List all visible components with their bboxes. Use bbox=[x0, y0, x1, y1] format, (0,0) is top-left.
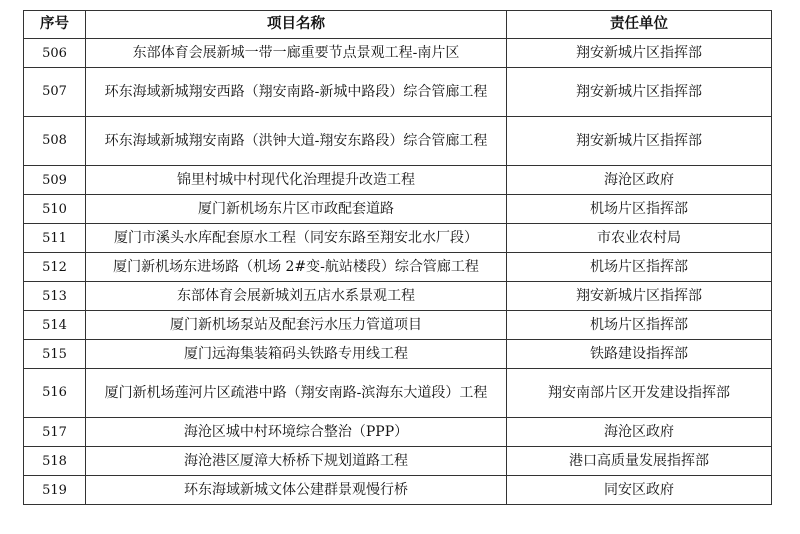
table-row bbox=[24, 340, 772, 369]
row-serial-number: 515 bbox=[24, 340, 86, 369]
row-project-name: 环东海域新城翔安南路（洪钟大道-翔安东路段）综合管廊工程 bbox=[86, 117, 507, 166]
table-row bbox=[24, 68, 772, 117]
row-serial-number: 514 bbox=[24, 311, 86, 340]
row-serial-number: 512 bbox=[24, 253, 86, 282]
table-row bbox=[24, 39, 772, 68]
header-responsible-unit: 责任单位 bbox=[507, 11, 772, 39]
row-responsible-unit: 海沧区政府 bbox=[507, 166, 772, 195]
table-row bbox=[24, 117, 772, 166]
row-serial-number: 506 bbox=[24, 39, 86, 68]
table-row bbox=[24, 476, 772, 505]
row-serial-number: 519 bbox=[24, 476, 86, 505]
row-project-name: 厦门新机场泵站及配套污水压力管道项目 bbox=[86, 311, 507, 340]
row-project-name: 厦门远海集装箱码头铁路专用线工程 bbox=[86, 340, 507, 369]
header-project-name: 项目名称 bbox=[86, 11, 507, 39]
table-row bbox=[24, 253, 772, 282]
row-serial-number: 516 bbox=[24, 369, 86, 418]
row-responsible-unit: 同安区政府 bbox=[507, 476, 772, 505]
project-table bbox=[23, 10, 772, 505]
row-responsible-unit: 机场片区指挥部 bbox=[507, 195, 772, 224]
row-responsible-unit: 翔安新城片区指挥部 bbox=[507, 39, 772, 68]
row-responsible-unit: 翔安新城片区指挥部 bbox=[507, 117, 772, 166]
table-row bbox=[24, 195, 772, 224]
row-serial-number: 518 bbox=[24, 447, 86, 476]
table-row bbox=[24, 418, 772, 447]
table-header-row bbox=[24, 11, 772, 39]
table-row bbox=[24, 224, 772, 253]
table-row bbox=[24, 369, 772, 418]
row-responsible-unit: 翔安新城片区指挥部 bbox=[507, 68, 772, 117]
table-row bbox=[24, 282, 772, 311]
row-responsible-unit: 海沧区政府 bbox=[507, 418, 772, 447]
row-project-name: 厦门市溪头水库配套原水工程（同安东路至翔安北水厂段） bbox=[86, 224, 507, 253]
row-responsible-unit: 市农业农村局 bbox=[507, 224, 772, 253]
row-project-name: 锦里村城中村现代化治理提升改造工程 bbox=[86, 166, 507, 195]
row-project-name: 海沧区城中村环境综合整治（PPP） bbox=[86, 418, 507, 447]
row-project-name: 厦门新机场东进场路（机场 2#变-航站楼段）综合管廊工程 bbox=[86, 253, 507, 282]
table-row bbox=[24, 447, 772, 476]
row-serial-number: 513 bbox=[24, 282, 86, 311]
row-project-name: 海沧港区厦漳大桥桥下规划道路工程 bbox=[86, 447, 507, 476]
row-project-name: 环东海域新城翔安西路（翔安南路-新城中路段）综合管廊工程 bbox=[86, 68, 507, 117]
row-responsible-unit: 翔安新城片区指挥部 bbox=[507, 282, 772, 311]
table-row bbox=[24, 311, 772, 340]
row-project-name: 东部体育会展新城刘五店水系景观工程 bbox=[86, 282, 507, 311]
row-responsible-unit: 港口高质量发展指挥部 bbox=[507, 447, 772, 476]
row-serial-number: 511 bbox=[24, 224, 86, 253]
row-project-name: 厦门新机场东片区市政配套道路 bbox=[86, 195, 507, 224]
table-row bbox=[24, 166, 772, 195]
row-serial-number: 508 bbox=[24, 117, 86, 166]
row-project-name: 厦门新机场莲河片区疏港中路（翔安南路-滨海东大道段）工程 bbox=[86, 369, 507, 418]
row-serial-number: 517 bbox=[24, 418, 86, 447]
row-responsible-unit: 铁路建设指挥部 bbox=[507, 340, 772, 369]
header-serial-number: 序号 bbox=[24, 11, 86, 39]
row-responsible-unit: 翔安南部片区开发建设指挥部 bbox=[507, 369, 772, 418]
row-responsible-unit: 机场片区指挥部 bbox=[507, 253, 772, 282]
row-serial-number: 509 bbox=[24, 166, 86, 195]
row-responsible-unit: 机场片区指挥部 bbox=[507, 311, 772, 340]
row-serial-number: 507 bbox=[24, 68, 86, 117]
row-project-name: 环东海域新城文体公建群景观慢行桥 bbox=[86, 476, 507, 505]
row-serial-number: 510 bbox=[24, 195, 86, 224]
row-project-name: 东部体育会展新城一带一廊重要节点景观工程-南片区 bbox=[86, 39, 507, 68]
